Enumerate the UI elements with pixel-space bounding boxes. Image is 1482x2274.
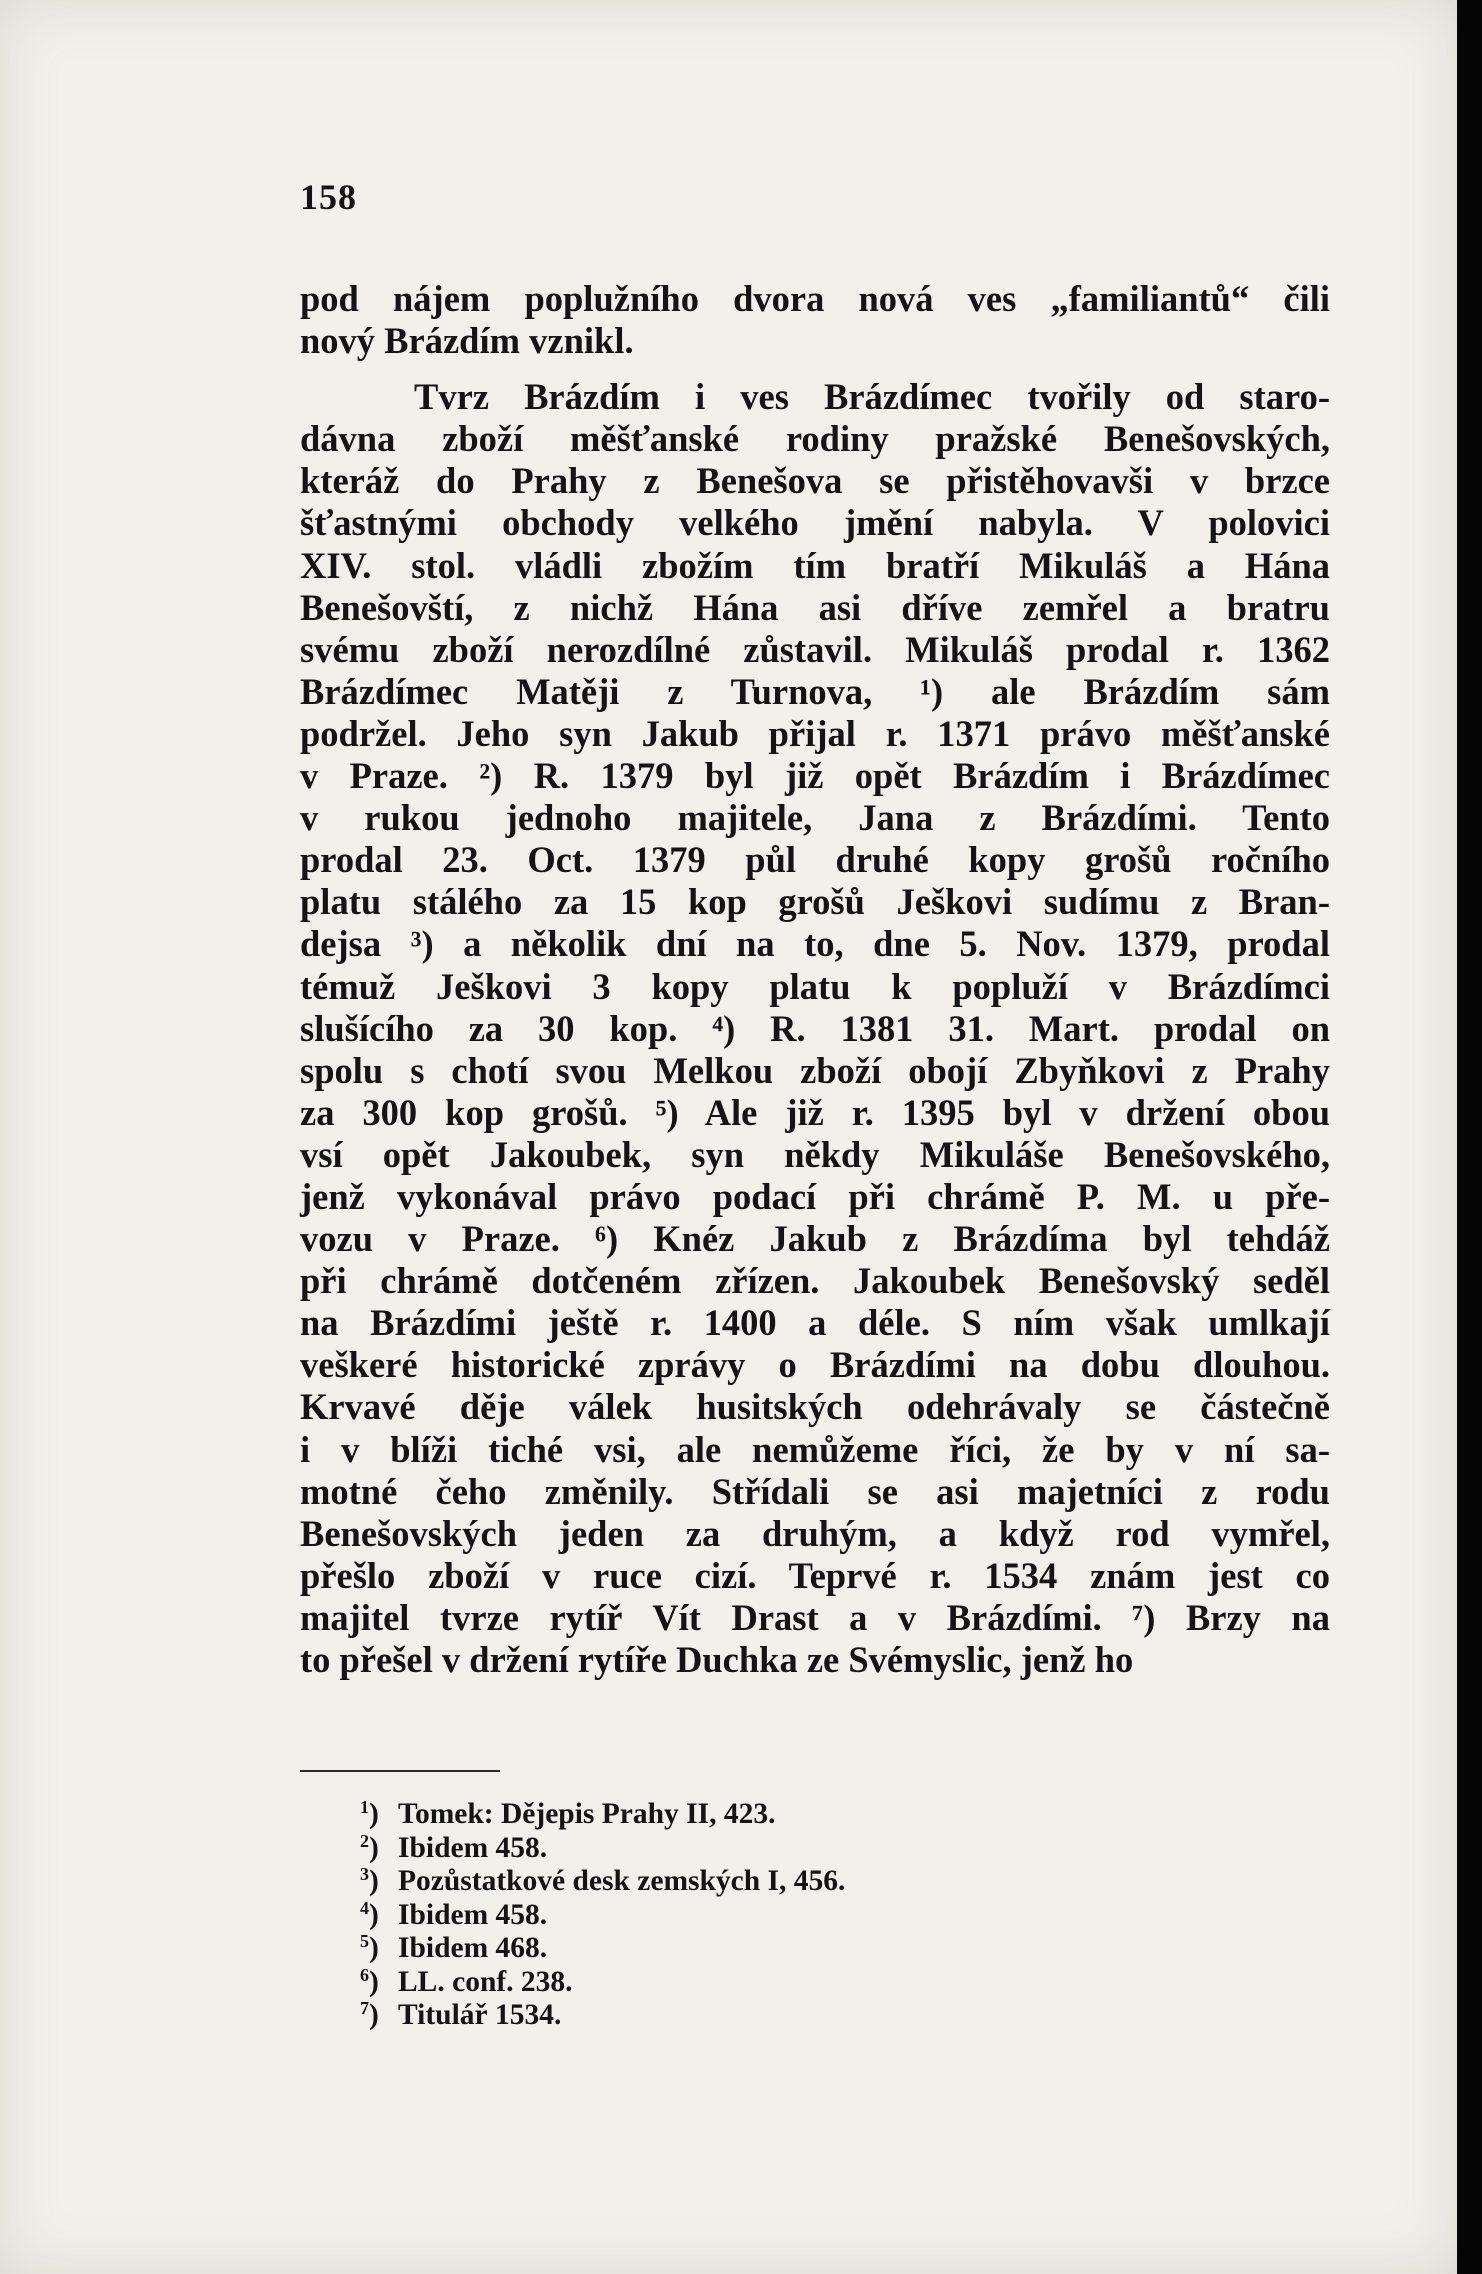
page-number: 158 <box>300 177 357 217</box>
footnote-text: Ibidem 458. <box>398 1898 548 1931</box>
footnote-text: Titulář 1534. <box>398 1999 562 2031</box>
page-edge-shadow <box>1457 0 1482 2274</box>
text-line: majitel tvrze rytíř Vít Drast a v Brázdími. ⁷) Brzy na <box>300 1596 1330 1638</box>
footnote-mark: 7 <box>360 1998 369 2018</box>
footnotes <box>360 1798 845 2033</box>
text-line: Tvrz Brázdím i ves Brázdímec tvořily od staro- <box>414 376 1330 418</box>
footnote-text: LL. conf. 238. <box>398 1965 573 1998</box>
footnote: $^6$) LL. conf. 238. <box>360 1964 573 1998</box>
text-line: při chrámě dotčeném zřízen. Jakoubek Benešovský seděl <box>300 1260 1330 1302</box>
text-line: motné čeho změnily. Střídali se asi majetníci z rodu <box>300 1470 1330 1512</box>
text-line: platu stálého za 15 kop grošů Ješkovi sudímu z Bran- <box>300 881 1330 923</box>
text-line: pod nájem poplužního dvora nová ves „familiantů“ čili <box>300 278 1330 319</box>
text-line: XIV. stol. vládli zbožím tím bratří Mikuláš a Hána <box>300 544 1330 586</box>
footnote-mark: 3 <box>360 1864 369 1884</box>
text-line: nový Brázdím vznikl. <box>300 320 634 362</box>
footnote-mark: 6 <box>360 1964 369 1985</box>
text-line: dejsa ³) a několik dní na to, dne 5. Nov. 1379, prodal <box>300 923 1330 965</box>
footnote: $^3$) Pozůstatkové desk zemských I, 456. <box>360 1864 846 1897</box>
text-line: svému zboží nerozdílné zůstavil. Mikuláš prodal r. 1362 <box>300 628 1330 670</box>
text-line: veškeré historické zprávy o Brázdími na dobu dlouhou. <box>300 1344 1330 1386</box>
footnote-text: Pozůstatkové desk zemských I, 456. <box>398 1865 846 1897</box>
main-text <box>300 278 1330 1681</box>
text-line: na Brázdími ještě r. 1400 a déle. S ním však umlkají <box>300 1302 1330 1344</box>
text-line: Brázdímec Matěji z Turnova, ¹) ale Brázdím sám <box>300 670 1330 712</box>
text-line: vsí opět Jakoubek, syn někdy Mikuláše Benešovského, <box>300 1133 1330 1175</box>
text-line: za 300 kop grošů. ⁵) Ale již r. 1395 byl v držení obou <box>300 1091 1330 1133</box>
text-line: kteráž do Prahy z Benešova se přistěhovavši v brzce <box>300 460 1330 502</box>
text-line: podržel. Jeho syn Jakub přijal r. 1371 právo měšťanské <box>300 712 1330 754</box>
text-line: dávna zboží měšťanské rodiny pražské Benešovských, <box>300 418 1330 460</box>
text-line: Benešovských jeden za druhým, a když rod vymřel, <box>300 1512 1330 1554</box>
footnote-mark: 2 <box>360 1830 369 1851</box>
footnote: $^7$) Titulář 1534. <box>360 1998 562 2031</box>
text-line: i v blíži tiché vsi, ale nemůžeme říci, že by v ní sa- <box>300 1428 1330 1470</box>
text-line: šťastnými obchody velkého jmění nabyla. V polovici <box>300 502 1330 544</box>
text-line: to přešel v držení rytíře Duchka ze Svémyslic, jenž ho <box>300 1639 1134 1680</box>
text-line: v Praze. ²) R. 1379 byl již opět Brázdím i Brázdímec <box>300 755 1330 797</box>
text-line: témuž Ješkovi 3 kopy platu k popluží v Brázdímci <box>300 965 1330 1007</box>
footnote: $^5$) Ibidem 468. <box>360 1931 548 1964</box>
footnote-mark: 4 <box>360 1897 369 1918</box>
text-line: prodal 23. Oct. 1379 půl druhé kopy grošů ročního <box>300 839 1330 881</box>
text-line: v rukou jednoho majitele, Jana z Brázdími. Tento <box>300 797 1330 839</box>
text-line: slušícího za 30 kop. ⁴) R. 1381 31. Mart. prodal on <box>300 1007 1330 1049</box>
footnote-text: Tomek: Dějepis Prahy II, 423. <box>398 1798 776 1830</box>
footnote: $^4$) Ibidem 458. <box>360 1897 548 1931</box>
footnote: $^2$) Ibidem 458. <box>360 1830 548 1864</box>
footnote-text: Ibidem 458. <box>398 1831 548 1864</box>
text-line: přešlo zboží v ruce cizí. Teprvé r. 1534 znám jest co <box>300 1554 1330 1596</box>
text-line: spolu s chotí svou Melkou zboží obojí Zbyňkovi z Prahy <box>300 1049 1330 1091</box>
text-line: Krvavé děje válek husitských odehrávaly se částečně <box>300 1386 1330 1428</box>
footnote-text: Ibidem 468. <box>398 1932 548 1964</box>
footnote-separator <box>300 1770 500 1772</box>
text-line: vozu v Praze. ⁶) Knéz Jakub z Brázdíma byl tehdáž <box>300 1218 1330 1260</box>
paragraph-gap <box>300 362 1330 376</box>
text-line: Benešovští, z nichž Hána asi dříve zemřel a bratru <box>300 586 1330 628</box>
footnote: $^1$) Tomek: Dějepis Prahy II, 423. <box>360 1797 776 1830</box>
text-line: jenž vykonával právo podací při chrámě P. M. u pře- <box>300 1175 1330 1217</box>
footnote-mark: 1 <box>360 1797 369 1817</box>
footnote-mark: 5 <box>360 1931 369 1951</box>
